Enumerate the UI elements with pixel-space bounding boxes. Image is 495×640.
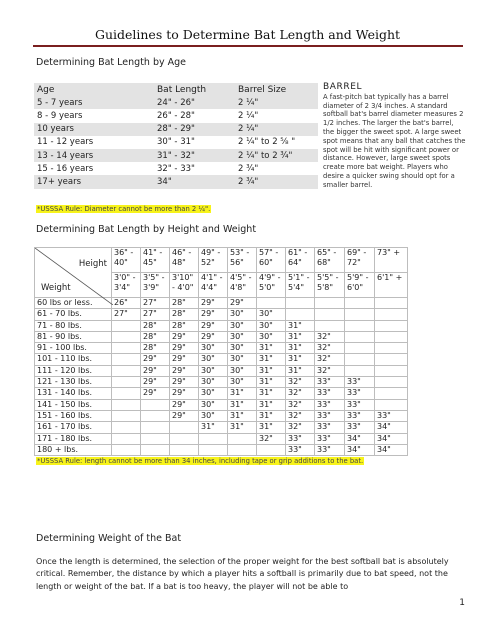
bat-length-cell: [345, 331, 375, 342]
bat-length-cell: 29": [199, 331, 228, 342]
bat-length-cell: 32": [315, 365, 345, 376]
weight-row: [35, 320, 408, 331]
bat-length-cell: [375, 320, 408, 331]
bat-length-cell: [112, 444, 141, 455]
barrel-col-header: Barrel Size: [235, 83, 318, 96]
bat-length-cell: 29": [228, 298, 257, 309]
bat-length-cell: [345, 343, 375, 354]
height-range-header: 6'1" +: [375, 273, 408, 298]
section-heading-height-weight: Determining Bat Length by Height and Weight: [36, 224, 257, 235]
age-cell: 11 - 12 years: [37, 137, 94, 148]
bat-length-cell: 30": [257, 309, 286, 320]
bat-length-cell: 28": [170, 320, 199, 331]
bat-length-cell: [286, 298, 315, 309]
age-table-row: [34, 109, 318, 122]
bat-length-cell: 32": [286, 388, 315, 399]
bat-length-cell: [375, 298, 408, 309]
bat-length-cell: 31": [257, 365, 286, 376]
section-heading-weight: Determining Weight of the Bat: [36, 533, 182, 544]
bat-length-cell: 29": [141, 354, 170, 365]
bat-length-cell: 30": [228, 354, 257, 365]
age-cell: 5 - 7 years: [34, 96, 154, 109]
bat-length-cell: 32": [286, 410, 315, 421]
bat-length-cell: [257, 444, 286, 455]
bat-length-cell: 24" - 26": [154, 96, 235, 109]
weight-range-cell: 71 - 80 lbs.: [35, 320, 112, 331]
height-range-header: 3'5" - 3'9": [141, 273, 170, 298]
bat-length-cell: 29": [199, 320, 228, 331]
bat-length-cell: 34": [345, 433, 375, 444]
age-table-row: [34, 136, 318, 149]
weight-range-cell: 171 - 180 lbs.: [35, 433, 112, 444]
bat-length-cell: 34": [154, 175, 235, 188]
bat-length-cell: 30": [228, 365, 257, 376]
bat-length-cell: 30": [199, 354, 228, 365]
bat-length-cell: 31": [257, 422, 286, 433]
bat-length-cell: 33": [315, 388, 345, 399]
weight-row: [35, 410, 408, 421]
weight-range-cell: 60 lbs or less.: [35, 298, 112, 309]
bat-length-cell: [345, 309, 375, 320]
bat-length-cell: 29": [199, 309, 228, 320]
bat-length-cell: 32": [286, 422, 315, 433]
bat-length-cell: 28": [141, 320, 170, 331]
length-range-header: 49" - 52": [199, 248, 228, 273]
bat-length-cell: 29": [170, 410, 199, 421]
bat-length-cell: [375, 388, 408, 399]
weight-range-cell: 91 - 100 lbs.: [35, 343, 112, 354]
page-number: 1: [459, 598, 465, 608]
bat-length-cell: 31": [286, 320, 315, 331]
bat-length-cell: 34": [375, 422, 408, 433]
weight-range-cell: 180 + lbs.: [35, 444, 112, 455]
bat-length-cell: 34": [375, 433, 408, 444]
bat-length-cell: 29": [170, 331, 199, 342]
bat-length-cell: 33": [286, 444, 315, 455]
bat-length-cell: [375, 399, 408, 410]
height-label: Height: [78, 259, 107, 269]
bat-length-cell: [112, 354, 141, 365]
bat-length-cell: 31": [257, 410, 286, 421]
barrel-size-cell: 2 ¾": [235, 175, 318, 188]
weight-range-cell: 141 - 150 lbs.: [35, 399, 112, 410]
bat-length-cell: 29": [141, 388, 170, 399]
bat-length-cell: 30": [228, 309, 257, 320]
age-table-header: [34, 83, 318, 96]
bat-length-cell: 26": [112, 298, 141, 309]
grid-length-row: [35, 248, 408, 273]
bat-length-cell: 33": [315, 410, 345, 421]
title-divider: [33, 45, 463, 47]
age-table-row: [34, 162, 318, 175]
bat-length-cell: 31": [286, 365, 315, 376]
bat-length-cell: [257, 298, 286, 309]
age-cell: 15 - 16 years: [37, 163, 94, 174]
bat-length-cell: 27": [141, 298, 170, 309]
bat-length-cell: [112, 377, 141, 388]
grid-corner: [35, 248, 112, 298]
weight-range-cell: 81 - 90 lbs.: [35, 331, 112, 342]
bat-length-cell: 28" - 29": [154, 123, 235, 136]
bat-length-cell: [141, 444, 170, 455]
barrel-size-cell: 2 ¼" to 2 ⁵⁄₈ ": [238, 137, 296, 148]
bat-length-cell: 31": [257, 343, 286, 354]
bat-length-cell: 28": [170, 309, 199, 320]
bat-length-cell: [315, 320, 345, 331]
bat-length-cell: [345, 354, 375, 365]
barrel-text: A fast-pitch bat typically has a barrel diameter of 2 3/4 inches. A standard softball bat's barrel diameter measures 2 1/2 inches. The larger the bat's barrel, the bigger the sweet spot. A large sweet spot means that any ball that catches the spot will be hit with significant power or distance. However, large sweet spots create more bat weight. Players who desire a quicker swing should opt for a smaller barrel.: [323, 92, 466, 189]
height-range-header: 4'1" - 4'4": [199, 273, 228, 298]
bat-length-cell: [375, 331, 408, 342]
diagonal-line: [35, 248, 113, 305]
age-table-row: [34, 123, 318, 136]
height-range-header: 3'0" - 3'4": [112, 273, 141, 298]
bat-length-cell: 33": [315, 444, 345, 455]
height-range-header: 5'9" - 6'0": [345, 273, 375, 298]
age-cell: 10 years: [34, 123, 154, 136]
page-title: Guidelines to Determine Bat Length and Weight: [94, 27, 401, 42]
bat-length-cell: 31": [286, 354, 315, 365]
bat-length-cell: [286, 309, 315, 320]
bat-length-cell: 31" - 32": [154, 149, 235, 162]
bat-length-cell: 31": [228, 410, 257, 421]
bat-length-cell: 30": [199, 388, 228, 399]
bat-length-cell: [375, 343, 408, 354]
weight-paragraph: Once the length is determined, the selection of the proper weight for the best softball bat is absolutely critical. Remember, the distance by which a player hits a softball is primarily due to bat speed, not the length or weight of the bat. If a bat is too heavy, the player will not be able to: [36, 557, 449, 591]
usssa-diameter-note: *USSSA Rule: Diameter cannot be more than 2 ¼".: [37, 205, 211, 213]
bat-length-cell: 29": [170, 377, 199, 388]
bat-length-cell: 32" - 33": [157, 163, 195, 174]
weight-range-cell: 131 - 140 lbs.: [35, 388, 112, 399]
bat-length-cell: 29": [141, 377, 170, 388]
bat-length-cell: 29": [170, 388, 199, 399]
length-range-header: 41" - 45": [141, 248, 170, 273]
bat-length-cell: [375, 377, 408, 388]
bat-length-cell: 32": [315, 331, 345, 342]
bat-length-cell: 33": [286, 433, 315, 444]
bat-length-cell: 30": [257, 331, 286, 342]
bat-length-cell: 30": [199, 377, 228, 388]
bat-length-cell: [315, 309, 345, 320]
length-range-header: 36" - 40": [112, 248, 141, 273]
bat-length-cell: [199, 444, 228, 455]
bat-length-cell: 28": [170, 298, 199, 309]
weight-range-cell: 61 - 70 lbs.: [35, 309, 112, 320]
bat-length-cell: [345, 365, 375, 376]
bat-length-cell: 31": [286, 343, 315, 354]
bat-length-cell: 34": [345, 444, 375, 455]
barrel-size-cell: 2 ¼": [238, 110, 259, 121]
weight-range-cell: 101 - 110 lbs.: [35, 354, 112, 365]
bat-length-cell: 29": [170, 354, 199, 365]
bat-length-cell: 28": [141, 331, 170, 342]
weight-row: [35, 388, 408, 399]
age-cell: 17+ years: [34, 175, 154, 188]
bat-length-cell: 33": [345, 388, 375, 399]
bat-length-cell: 31": [199, 422, 228, 433]
bat-length-cell: 33": [345, 422, 375, 433]
barrel-size-cell: 2 ¼": [235, 96, 318, 109]
weight-row: [35, 343, 408, 354]
bat-length-cell: 31": [257, 399, 286, 410]
bat-length-cell: 31": [257, 354, 286, 365]
barrel-info: [323, 83, 466, 190]
bat-length-cell: 30": [199, 410, 228, 421]
bat-length-cell: [199, 433, 228, 444]
bat-length-cell: 29": [170, 399, 199, 410]
bat-length-cell: 30" - 31": [157, 137, 195, 148]
age-table-row: [34, 175, 318, 188]
weight-row: [35, 444, 408, 455]
bat-length-cell: 30": [228, 331, 257, 342]
height-range-header: 4'5" - 4'8": [228, 273, 257, 298]
bat-length-cell: [375, 309, 408, 320]
height-range-header: 5'1" - 5'4": [286, 273, 315, 298]
bat-length-cell: [141, 433, 170, 444]
bat-length-cell: 31": [228, 422, 257, 433]
weight-range-cell: 151 - 160 lbs.: [35, 410, 112, 421]
bat-length-cell: 31": [257, 388, 286, 399]
weight-range-cell: 161 - 170 lbs.: [35, 422, 112, 433]
bat-length-cell: [170, 422, 199, 433]
bat-length-cell: [112, 388, 141, 399]
bat-length-cell: [228, 444, 257, 455]
bat-length-cell: 32": [315, 354, 345, 365]
weight-row: [35, 354, 408, 365]
bat-length-cell: [375, 354, 408, 365]
height-range-header: 3'10" - 4'0": [170, 273, 199, 298]
bat-length-cell: [345, 320, 375, 331]
length-range-header: 61" - 64": [286, 248, 315, 273]
bat-length-cell: 27": [112, 309, 141, 320]
bat-length-cell: 30": [199, 365, 228, 376]
bat-length-cell: 32": [286, 377, 315, 388]
barrel-heading: BARREL: [323, 82, 363, 92]
weight-row: [35, 433, 408, 444]
weight-row: [35, 422, 408, 433]
bat-length-cell: 30": [228, 377, 257, 388]
bat-length-cell: 27": [141, 309, 170, 320]
age-table-row: [34, 96, 318, 109]
bat-length-cell: 32": [257, 433, 286, 444]
bat-length-cell: 31": [286, 331, 315, 342]
weight-row: [35, 365, 408, 376]
bat-length-cell: 26" - 28": [157, 110, 195, 121]
age-table-row: [34, 149, 318, 162]
bat-length-cell: 30": [257, 320, 286, 331]
bat-length-cell: 29": [141, 365, 170, 376]
age-cell: 13 - 14 years: [34, 149, 154, 162]
bat-length-cell: 30": [199, 343, 228, 354]
bat-length-cell: 33": [345, 399, 375, 410]
barrel-size-cell: 2 ¼": [235, 123, 318, 136]
bat-length-cell: 30": [228, 320, 257, 331]
bat-length-cell: 29": [170, 365, 199, 376]
bat-length-cell: 32": [286, 399, 315, 410]
bat-length-cell: 33": [315, 399, 345, 410]
bat-length-cell: [112, 320, 141, 331]
length-range-header: 65" - 68": [315, 248, 345, 273]
height-weight-table: [34, 247, 408, 456]
bat-length-cell: 31": [228, 388, 257, 399]
length-range-header: 57" - 60": [257, 248, 286, 273]
bat-length-cell: 33": [345, 377, 375, 388]
bat-length-cell: [112, 433, 141, 444]
weight-label: Weight: [41, 283, 71, 293]
weight-row: [35, 309, 408, 320]
bat-length-cell: [112, 365, 141, 376]
bat-length-cell: 33": [345, 410, 375, 421]
bat-length-cell: 30": [228, 343, 257, 354]
bat-length-cell: [141, 422, 170, 433]
bat-length-cell: [112, 399, 141, 410]
bat-length-cell: [315, 298, 345, 309]
length-range-header: 73" +: [375, 248, 408, 273]
weight-range-cell: 111 - 120 lbs.: [35, 365, 112, 376]
barrel-size-cell: 2 ¼" to 2 ¾": [235, 149, 318, 162]
bat-length-cell: [112, 422, 141, 433]
bat-length-cell: 29": [170, 343, 199, 354]
bat-length-cell: [141, 410, 170, 421]
length-col-header: Bat Length: [154, 83, 235, 96]
bat-length-cell: 32": [315, 343, 345, 354]
bat-length-cell: 29": [199, 298, 228, 309]
height-range-header: 5'5" - 5'8": [315, 273, 345, 298]
bat-length-cell: [375, 365, 408, 376]
bat-length-cell: 31": [228, 399, 257, 410]
bat-length-cell: [112, 410, 141, 421]
bat-length-cell: 33": [375, 410, 408, 421]
bat-length-cell: [170, 444, 199, 455]
length-range-header: 46" - 48": [170, 248, 199, 273]
weight-row: [35, 377, 408, 388]
bat-length-cell: 30": [199, 399, 228, 410]
bat-length-cell: 33": [315, 377, 345, 388]
bat-length-cell: [228, 433, 257, 444]
bat-length-cell: [170, 433, 199, 444]
bat-length-cell: 33": [315, 422, 345, 433]
bat-length-cell: [112, 331, 141, 342]
height-range-header: 4'9" - 5'0": [257, 273, 286, 298]
age-table: [34, 83, 318, 189]
weight-row: [35, 331, 408, 342]
age-cell: 8 - 9 years: [37, 110, 83, 121]
bat-length-cell: [345, 298, 375, 309]
section-heading-age: Determining Bat Length by Age: [36, 57, 187, 68]
age-col-header: Age: [34, 83, 154, 96]
length-range-header: 53" - 56": [228, 248, 257, 273]
usssa-length-note: *USSSA Rule: length cannot be more than 34 inches, including tape or grip additions to the bat.: [37, 457, 364, 465]
bat-length-cell: 31": [257, 377, 286, 388]
bat-length-cell: [112, 343, 141, 354]
bat-length-cell: 33": [315, 433, 345, 444]
weight-row: [35, 399, 408, 410]
bat-length-cell: 28": [141, 343, 170, 354]
length-range-header: 69" - 72": [345, 248, 375, 273]
bat-length-cell: [141, 399, 170, 410]
bat-length-cell: 34": [375, 444, 408, 455]
weight-range-cell: 121 - 130 lbs.: [35, 377, 112, 388]
barrel-size-cell: 2 ¾": [238, 163, 259, 174]
